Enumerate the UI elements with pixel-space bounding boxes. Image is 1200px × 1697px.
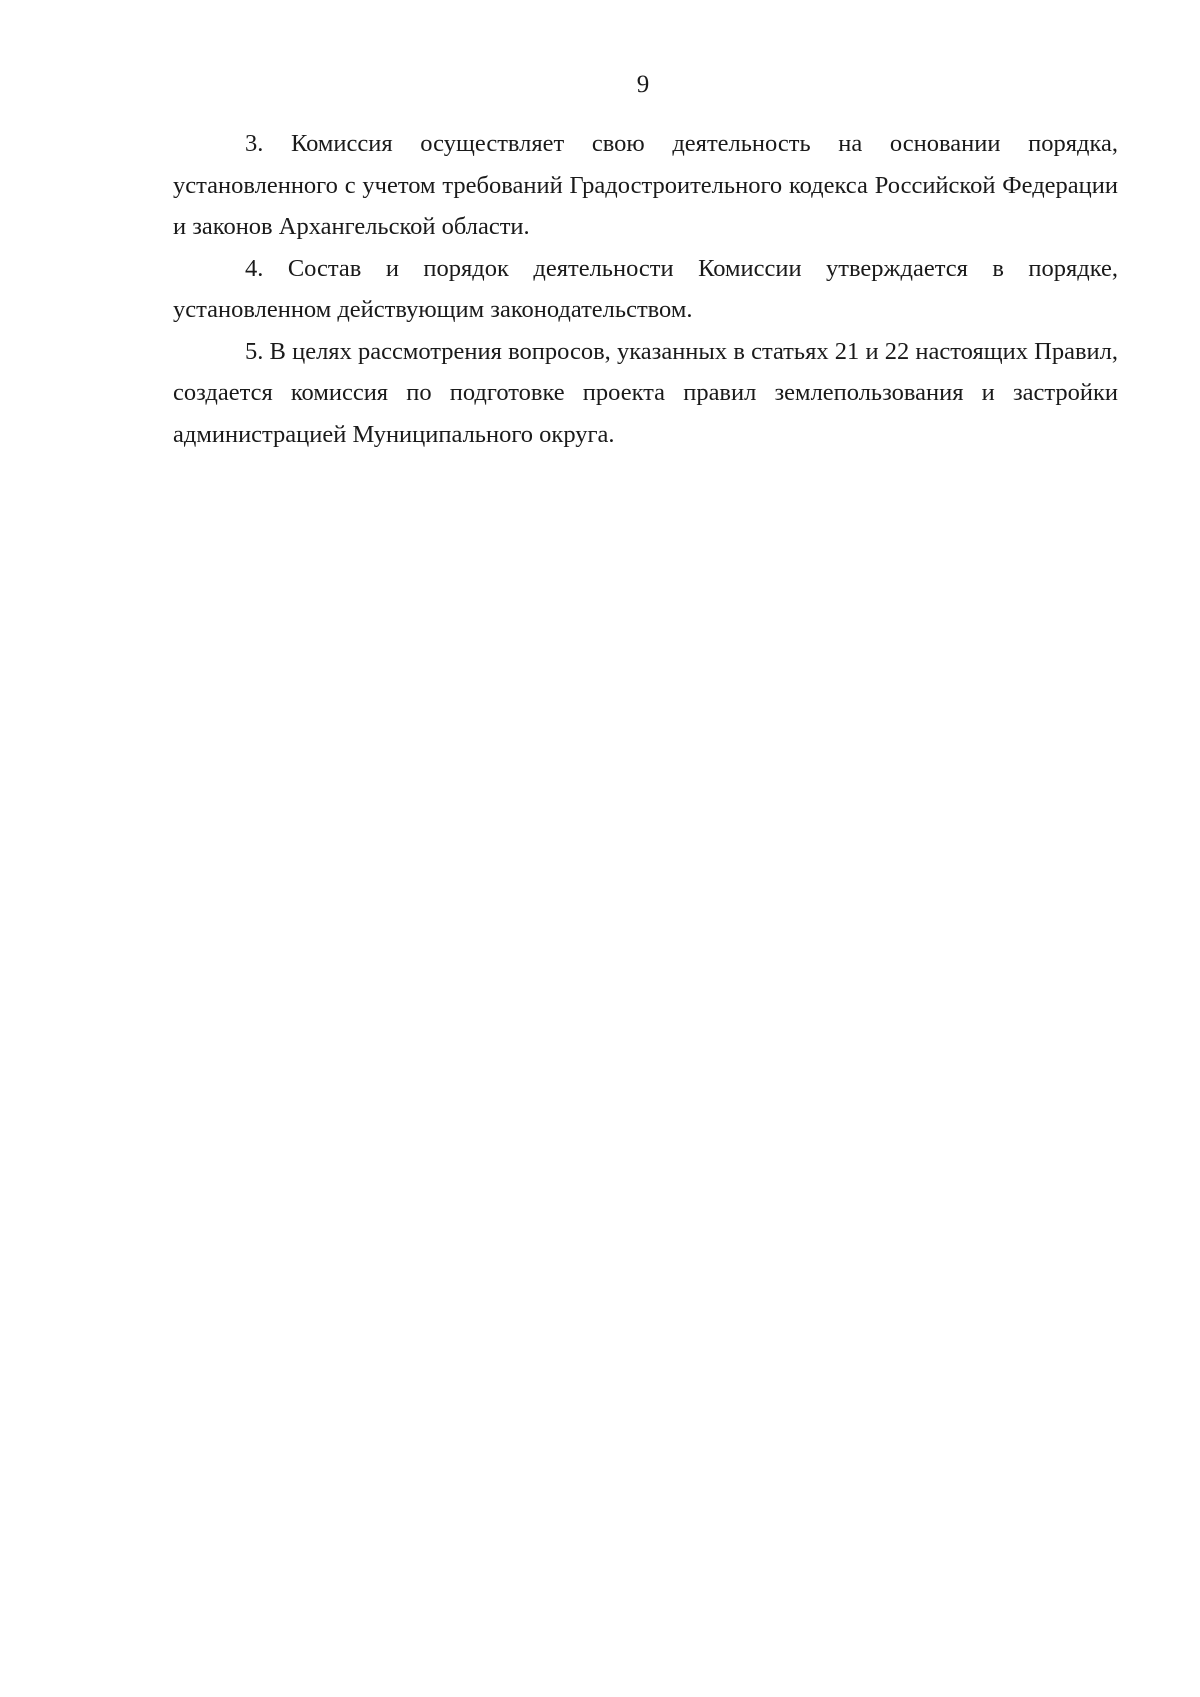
paragraph-3: 3. Комиссия осуществляет свою деятельность на основании порядка, установленного с учетом требований Градостроительного кодекса Российской Федерации и законов Архангельской области. <box>173 130 1118 240</box>
paragraph-4: 4. Состав и порядок деятельности Комиссии утверждается в порядке, установленном действующим законодательством. <box>173 254 1118 323</box>
page-number: 9 <box>636 71 650 98</box>
paragraph-5: 5. В целях рассмотрения вопросов, указанных в статьях 21 и 22 настоящих Правил, создается комиссия по подготовке проекта правил землепользования и застройки администрацией Муниципального округа. <box>173 337 1118 448</box>
document-body <box>173 123 1118 455</box>
